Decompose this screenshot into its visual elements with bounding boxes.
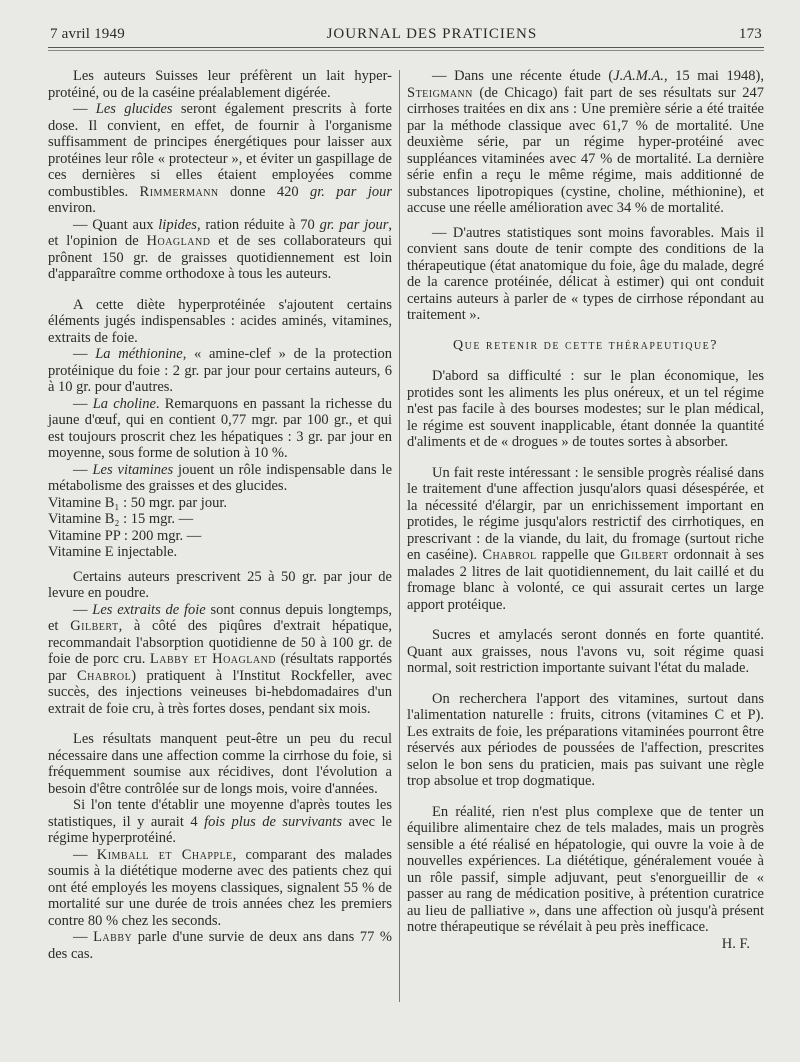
paragraph: Certains auteurs prescrivent 25 à 50 gr. par jour de levure en poudre. bbox=[48, 568, 392, 601]
paragraph: — D'autres statistiques sont moins favorables. Mais il convient sans doute de tenir compte des conditions de la thérapeutique (état anatomique du foie, âge du malade, degré de la carence protéinée, délicat à estimer) qui ont conduit certains auteurs à parler de « types de cirrhose répondant au traitement ». bbox=[407, 224, 764, 323]
paragraph-extraits: — Les extraits de foie sont connus depuis longtemps, et Gilbert, à côté des piqûres d'extrait hépatique, recommandait l'absorption quotidienne de 50 à 100 gr. de foie de porc cru. Labby et Hoagland (résultats rapportés par Chabrol) pratiquent à l'Institut Rockfeller, avec succès, des injections veineuses bi-hebdomadaires d'un extrait de foie cru, à très fortes doses, pendant six mois. bbox=[48, 601, 392, 717]
page-number: 173 bbox=[738, 26, 762, 42]
paragraph-methionine: — La méthionine, « amine-clef » de la protection protéinique du foie : 2 gr. par jour pour certains auteurs, 6 à 10 gr. pour d'autres. bbox=[48, 346, 393, 395]
paragraph: Les auteurs Suisses leur préfèrent un lait hyper-protéiné, ou de la caséine préalablement digérée. bbox=[48, 68, 392, 101]
right-column bbox=[407, 68, 764, 1042]
paragraph-steigmann: — Dans une récente étude (J.A.M.A., 15 mai 1948), Steigmann (de Chicago) fait part de ses résultats sur 247 cirrhoses traitées en dix ans : Une première série a été traitée par la méthode classique avec 61,7 % de mortalité. Une deuxième série, par un régime hyper-protéiné avec suppléances vitaminées avec 47 % de mortalité. La dernière série enfin a reçu le même régime, mais additionné de substances lipotropiques (cystine, choline, méthionine), et accuse une réelle amélioration avec 34 % de mortalité. bbox=[407, 68, 764, 216]
paragraph: En réalité, rien n'est plus complexe que de tenter un équilibre alimentaire chez de tels malades, mais un progrès sensible a été réalisé en hépatologie, qui ouvre la voie à de nouvelles expériences. La diététique, généralement vouée à un rôle passif, simple adjuvant, peut s'enorgueillir de « passer au rang de médication positive, à prétention curatrice au lieu de palliative », dans une affection où jusqu'à présent notre thérapeutique se révélait à peu près inefficace. bbox=[407, 803, 764, 935]
author-signature: H. F. bbox=[721, 935, 750, 952]
paragraph-glucides: — Les glucides seront également prescrits à forte dose. Il convient, en effet, de fournir à l'organisme suffisamment de principes énergétiques pour laisser aux protéines leur rôle « protecteur », et éviter un gaspillage de ces dernières si elles étaient employées comme combustibles. Rimmermann donne 420 gr. par jour environ. bbox=[48, 101, 392, 216]
header-rule-secondary bbox=[48, 50, 764, 51]
section-heading: Que retenir de cette thérapeutique? bbox=[452, 337, 719, 353]
vitamin-item: Vitamine PP : 200 mgr. — bbox=[48, 527, 202, 544]
page-header bbox=[50, 26, 762, 46]
paragraph-kimball: — Kimball et Chapple, comparant des malades soumis à la diététique moderne avec des patients chez qui ont été employés les moyens classiques, signalent 55 % de mortalité sur une durée de trois années chez les premiers contre 80 % chez les seconds. bbox=[48, 846, 393, 929]
paragraph: Les résultats manquent peut-être un peu du recul nécessaire dans une affection comme la cirrhose du foie, si fréquemment soumise aux récidives, dont l'évolution a besoin d'être contrôlée sur de longs mois, voire d'années. bbox=[48, 731, 392, 797]
vitamin-item: Vitamine B₂ : 15 mgr. — bbox=[48, 511, 194, 527]
vitamin-item: Vitamine B₁ : 50 mgr. par jour. bbox=[48, 494, 227, 511]
left-column bbox=[48, 68, 392, 1042]
paragraph-choline: — La choline. Remarquons en passant la richesse du jaune d'œuf, qui en contient 0,77 mgr. par 100 gr., et qui est toujours proscrit chez les hépatiques : 3 gr. par jour en moyenne, sous forme de solution à 10 %. bbox=[48, 395, 392, 461]
journal-title: JOURNAL DES PRATICIENS bbox=[326, 26, 538, 42]
header-rule bbox=[48, 47, 764, 48]
vitamin-item: Vitamine E injectable. bbox=[48, 544, 178, 560]
paragraph-vitamines: — Les vitamines jouent un rôle indispensable dans le métabolisme des graisses et des glucides. bbox=[48, 461, 393, 494]
paragraph-labby: — Labby parle d'une survie de deux ans dans 77 % des cas. bbox=[48, 929, 392, 962]
vitamin-list bbox=[48, 495, 392, 561]
paragraph: D'abord sa difficulté : sur le plan économique, les protides sont les aliments les plus onéreux, et un tel régime n'est pas facile à des bourses modestes; sur le plan médical, le régime est souvent inapplicable, étant donnée la quantité d'aliments et de « drogues » de toutes sortes à absorber. bbox=[407, 368, 764, 450]
paragraph: On recherchera l'apport des vitamines, surtout dans l'alimentation naturelle : fruits, citrons (vitamines C et P). Les extraits de foie, les préparations vitaminées pourront être réservés aux périodes de poussées de l'affection, prescrites selon le bon sens du praticien, mais pas suivant une règle trop absolue et trop dogmatique. bbox=[407, 690, 764, 789]
paragraph: Sucres et amylacés seront donnés en forte quantité. Quant aux graisses, nous l'avons vu, soit régime quasi normal, soit restriction importante suivant l'état du malade. bbox=[407, 627, 764, 676]
header-date: 7 avril 1949 bbox=[50, 26, 125, 42]
column-divider bbox=[399, 70, 400, 1002]
paragraph: A cette diète hyperprotéinée s'ajoutent certains éléments jugés indispensables : acides aminés, vitamines, extraits de foie. bbox=[48, 296, 392, 346]
paragraph-survivants: Si l'on tente d'établir une moyenne d'après toutes les statistiques, il y aurait 4 fois plus de survivants avec le régime hyperprotéiné. bbox=[48, 797, 392, 846]
paragraph-chabrol: Un fait reste intéressant : le sensible progrès réalisé dans le traitement d'une affection jusqu'alors quasi désespérée, et la nécessité d'élargir, par un enrichissement important en protides, le régime jusqu'alors restrictif des cirrhotiques, en prescrivant : de la viande, du lait, du fromage (surtout riche en caséine). Chabrol rappelle que Gilbert ordonnait à ses malades 2 litres de lait quotidiennement, du lait caillé et du fromage blanc à volonté, ce qui assurait certes un large apport protéique. bbox=[407, 464, 764, 613]
paragraph-lipides: — Quant aux lipides, ration réduite à 70 gr. par jour, et l'opinion de Hoagland et de ses collaborateurs qui prônent 150 gr. de graisses quotidiennement est loin d'apparaître comme orthodoxe à tous les auteurs. bbox=[48, 216, 393, 282]
